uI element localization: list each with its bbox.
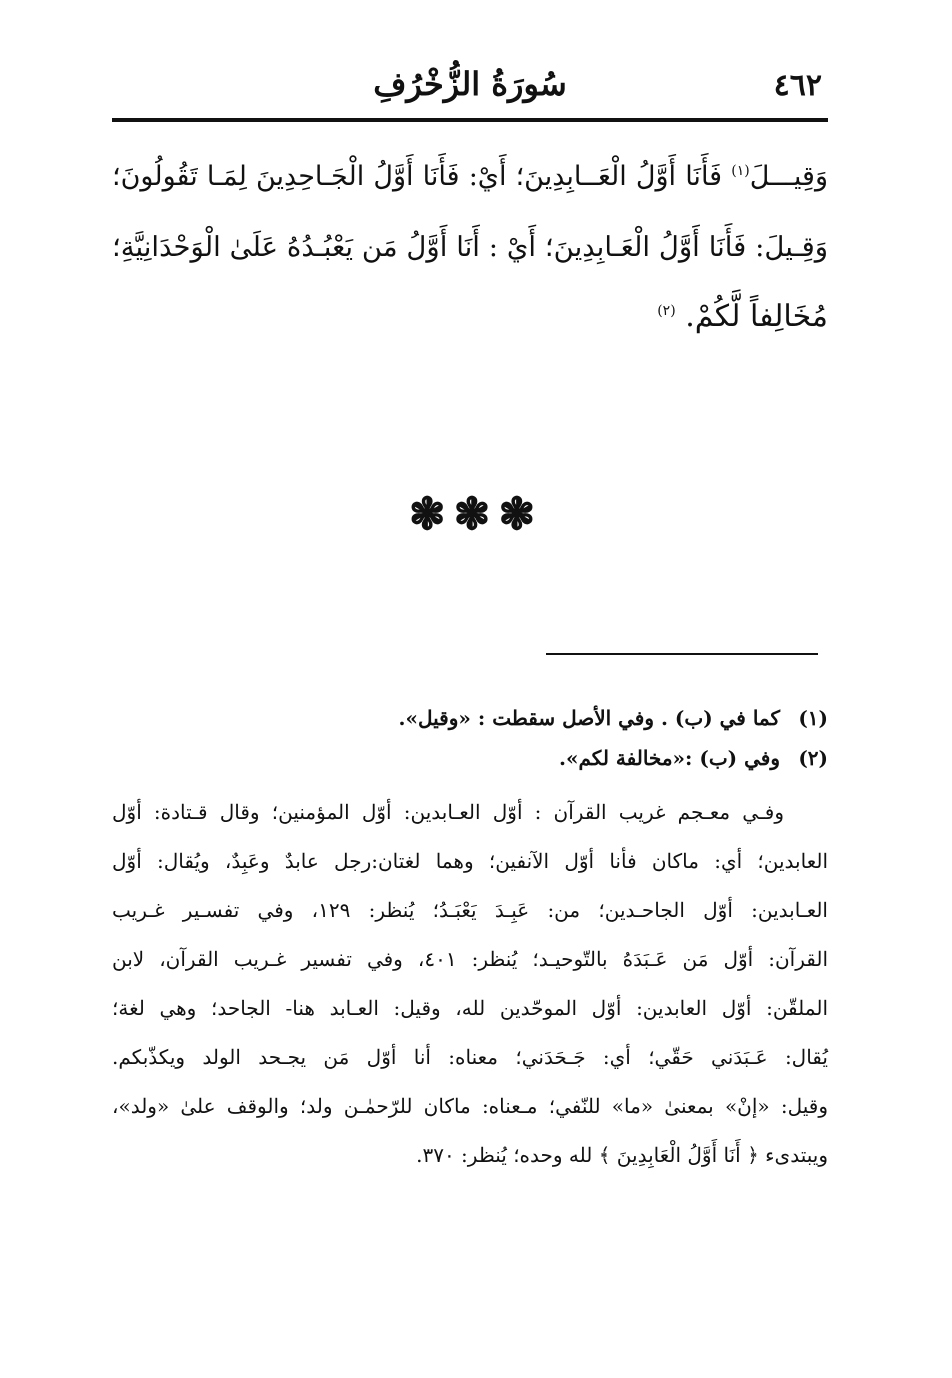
footnote-paragraph-line: الملقّن: أوّل العابدين: أوّل الموحّدين لله، وقيل: العـابد هنا- الجاحد؛ وهي لغة؛: [112, 996, 828, 1020]
footnote-number: (١): [798, 706, 828, 730]
header-rule: [112, 118, 828, 122]
footnote-paragraph-line: ويبتدىء ﴿ أَنَا أَوَّلُ الْعَابِدِينَ ﴾ لله وحده؛ يُنظر: ٣٧٠.: [416, 1143, 828, 1167]
footnote-paragraph-line: يُقال: عَـبَدَني حَقّي؛ أي: جَـحَدَني؛ معناه: أنا أوّل مَن يجـحد الولد ويكذّبكم.: [112, 1045, 828, 1069]
footnote-paragraph-line: العـابدين: أوّل الجاحـدين؛ من: عَبِـدَ يَعْبَـدُ؛ يُنظر: ١٢٩، وفي تفسـير غـريب: [112, 898, 828, 922]
main-text: [112, 142, 828, 352]
section-separator: ❃❃❃: [408, 489, 544, 540]
footnote-ref-1[interactable]: (١): [731, 163, 750, 179]
page-header: [112, 58, 828, 114]
main-line-2: [112, 212, 828, 282]
footnote-text: كما في (ب) . وفي الأصل سقطت : «وقيل».: [398, 706, 780, 730]
footnote-item-2: [112, 738, 828, 778]
footnote-number: (٢): [798, 746, 828, 770]
main-line-3-text: مُخَالِفاً لَّكُمْ.: [685, 299, 828, 334]
footnote-paragraph-line: العابدين؛ أي: ماكان فأنا أوّل الآنفين؛ وهما لغتان:رجل عابدٌ وعَبِدٌ، ويُقال: أوّل: [112, 849, 828, 873]
main-line-2-text: وَقِـيلَ: فَأَنَا أَوَّلُ الْعَـابِدِينَ؛ أَيْ : أَنَا أَوَّلُ مَن يَعْبُـدُهُ عَلَىٰ الْوَحْدَانِيَّةِ؛: [112, 231, 828, 263]
surah-title: سُورَةُ الزُّخْرُفِ: [373, 65, 567, 103]
footnote-ref-2[interactable]: (٢): [657, 303, 676, 319]
footnote-paragraph-line: وفـي معـجم غريب القرآن : أوّل العـابدين: أوّل المؤمنين؛ وقال قـتادة: أوّل: [112, 800, 784, 824]
footnote-paragraph: [112, 788, 828, 1180]
page-number: ٤٦٢: [773, 68, 822, 103]
main-line-1-first-word: وَقِيـــلَ: [749, 161, 828, 192]
footnotes: [112, 698, 828, 1180]
main-line-1-text: [112, 161, 828, 192]
main-line-1-rest: فَأَنَا أَوَّلُ الْعَــابِدِينَ؛ أَيْ: فَأَنَا أَوَّلُ الْجَـاحِدِينَ لِمَـا تَقُولُونَ؛: [112, 161, 732, 192]
footnote-rule: [546, 653, 818, 655]
main-line-3: [112, 282, 828, 352]
footnote-paragraph-line: القرآن: أوّل مَن عَـبَدَهُ بالتّوحيـد؛ يُنظر: ٤٠١، وفي تفسير غـريب القرآن، لابن: [112, 947, 829, 971]
footnote-item-1: [112, 698, 828, 738]
footnote-paragraph-line: وقيل: «إنْ» بمعنىٰ «ما» للنّفي؛ مـعناه: ماكان للرّحمٰـن ولد؛ والوقف علىٰ «ولد»،: [112, 1094, 828, 1118]
main-line-1: [112, 142, 828, 212]
footnote-text: وفي (ب) :«مخالفة لكم».: [559, 746, 780, 770]
